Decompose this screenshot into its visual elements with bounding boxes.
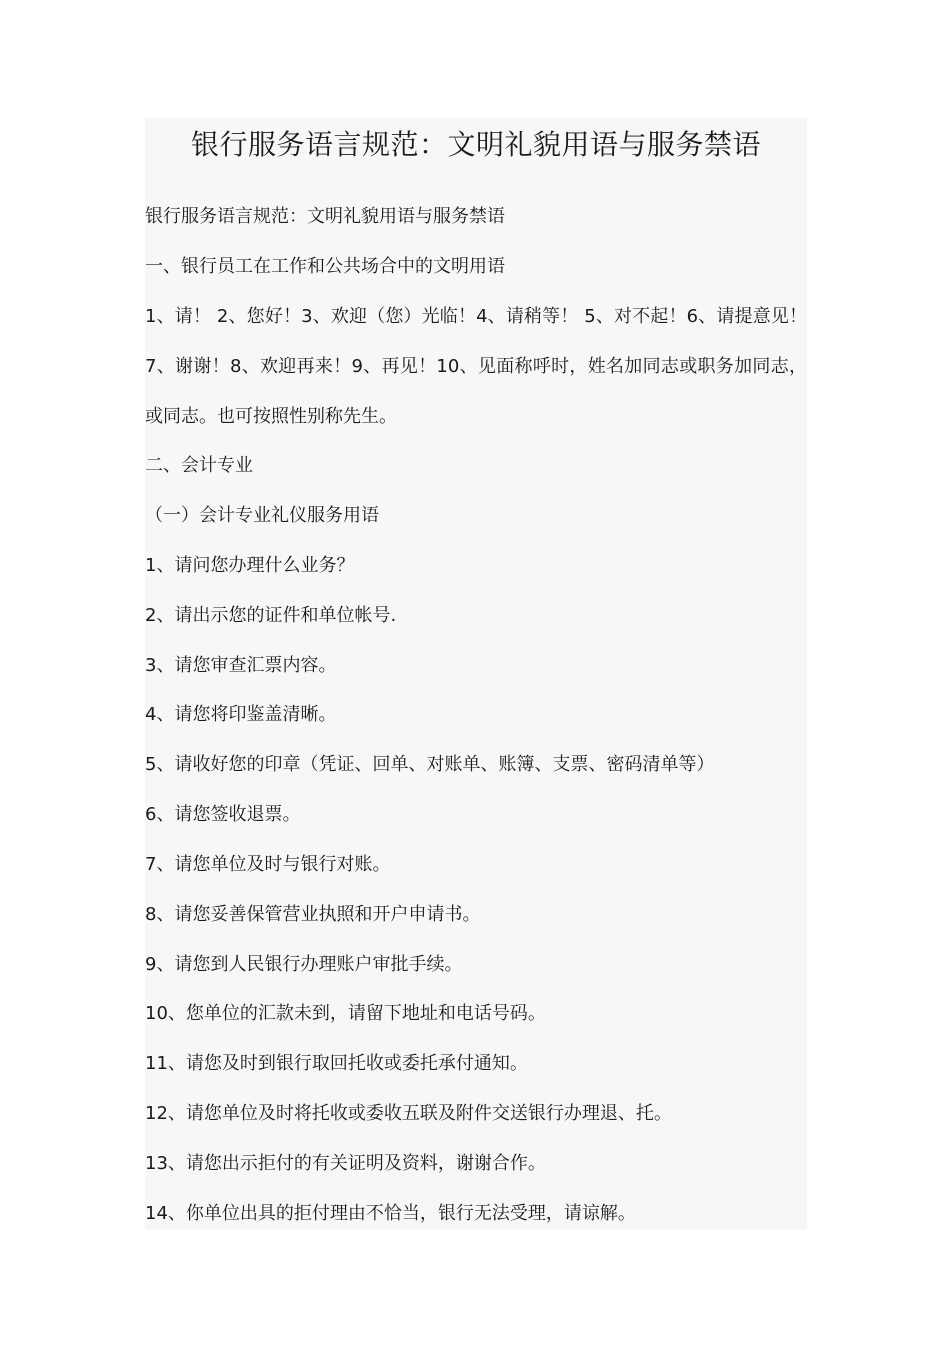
list-item: 7、请您单位及时与银行对账。 bbox=[145, 854, 391, 875]
list-item: 14、你单位出具的拒付理由不恰当，银行无法受理，请谅解。 bbox=[145, 1203, 636, 1224]
list-item: 5、请收好您的印章（凭证、回单、对账单、账簿、支票、密码清单等） bbox=[145, 754, 715, 775]
list-item: 9、请您到人民银行办理账户审批手续。 bbox=[145, 954, 463, 975]
list-item: 2、请出示您的证件和单位帐号. bbox=[145, 605, 397, 626]
civil-phrases-paragraph: 1、请！ 2、您好！3、欢迎（您）光临！4、请稍等！ 5、对不起！6、请提意见！ 7、谢谢！8、欢迎再来！9、再见！10、见面称呼时，姓名加同志或职务加同志，或同志。也可按照性别称先生。 bbox=[145, 306, 807, 427]
list-item: 10、您单位的汇款未到，请留下地址和电话号码。 bbox=[145, 1003, 546, 1024]
list-item: 13、请您出示拒付的有关证明及资料，谢谢合作。 bbox=[145, 1153, 546, 1174]
list-item: 11、请您及时到银行取回托收或委托承付通知。 bbox=[145, 1053, 528, 1074]
list-item: 3、请您审查汇票内容。 bbox=[145, 655, 337, 676]
section-heading-1: 一、银行员工在工作和公共场合中的文明用语 bbox=[145, 256, 505, 277]
document-title: 银行服务语言规范：文明礼貌用语与服务禁语 bbox=[190, 128, 761, 161]
list-item: 8、请您妥善保管营业执照和开户申请书。 bbox=[145, 904, 481, 925]
list-item: 4、请您将印鉴盖清晰。 bbox=[145, 704, 337, 725]
list-item: 1、请问您办理什么业务？ bbox=[145, 555, 355, 576]
list-item: 12、请您单位及时将托收或委收五联及附件交送银行办理退、托。 bbox=[145, 1103, 672, 1124]
list-item: 6、请您签收退票。 bbox=[145, 804, 301, 825]
subtitle-line: 银行服务语言规范：文明礼貌用语与服务禁语 bbox=[145, 206, 505, 227]
section-heading-2: 二、会计专业 bbox=[145, 455, 253, 476]
subsection-heading-1: （一）会计专业礼仪服务用语 bbox=[145, 505, 379, 526]
